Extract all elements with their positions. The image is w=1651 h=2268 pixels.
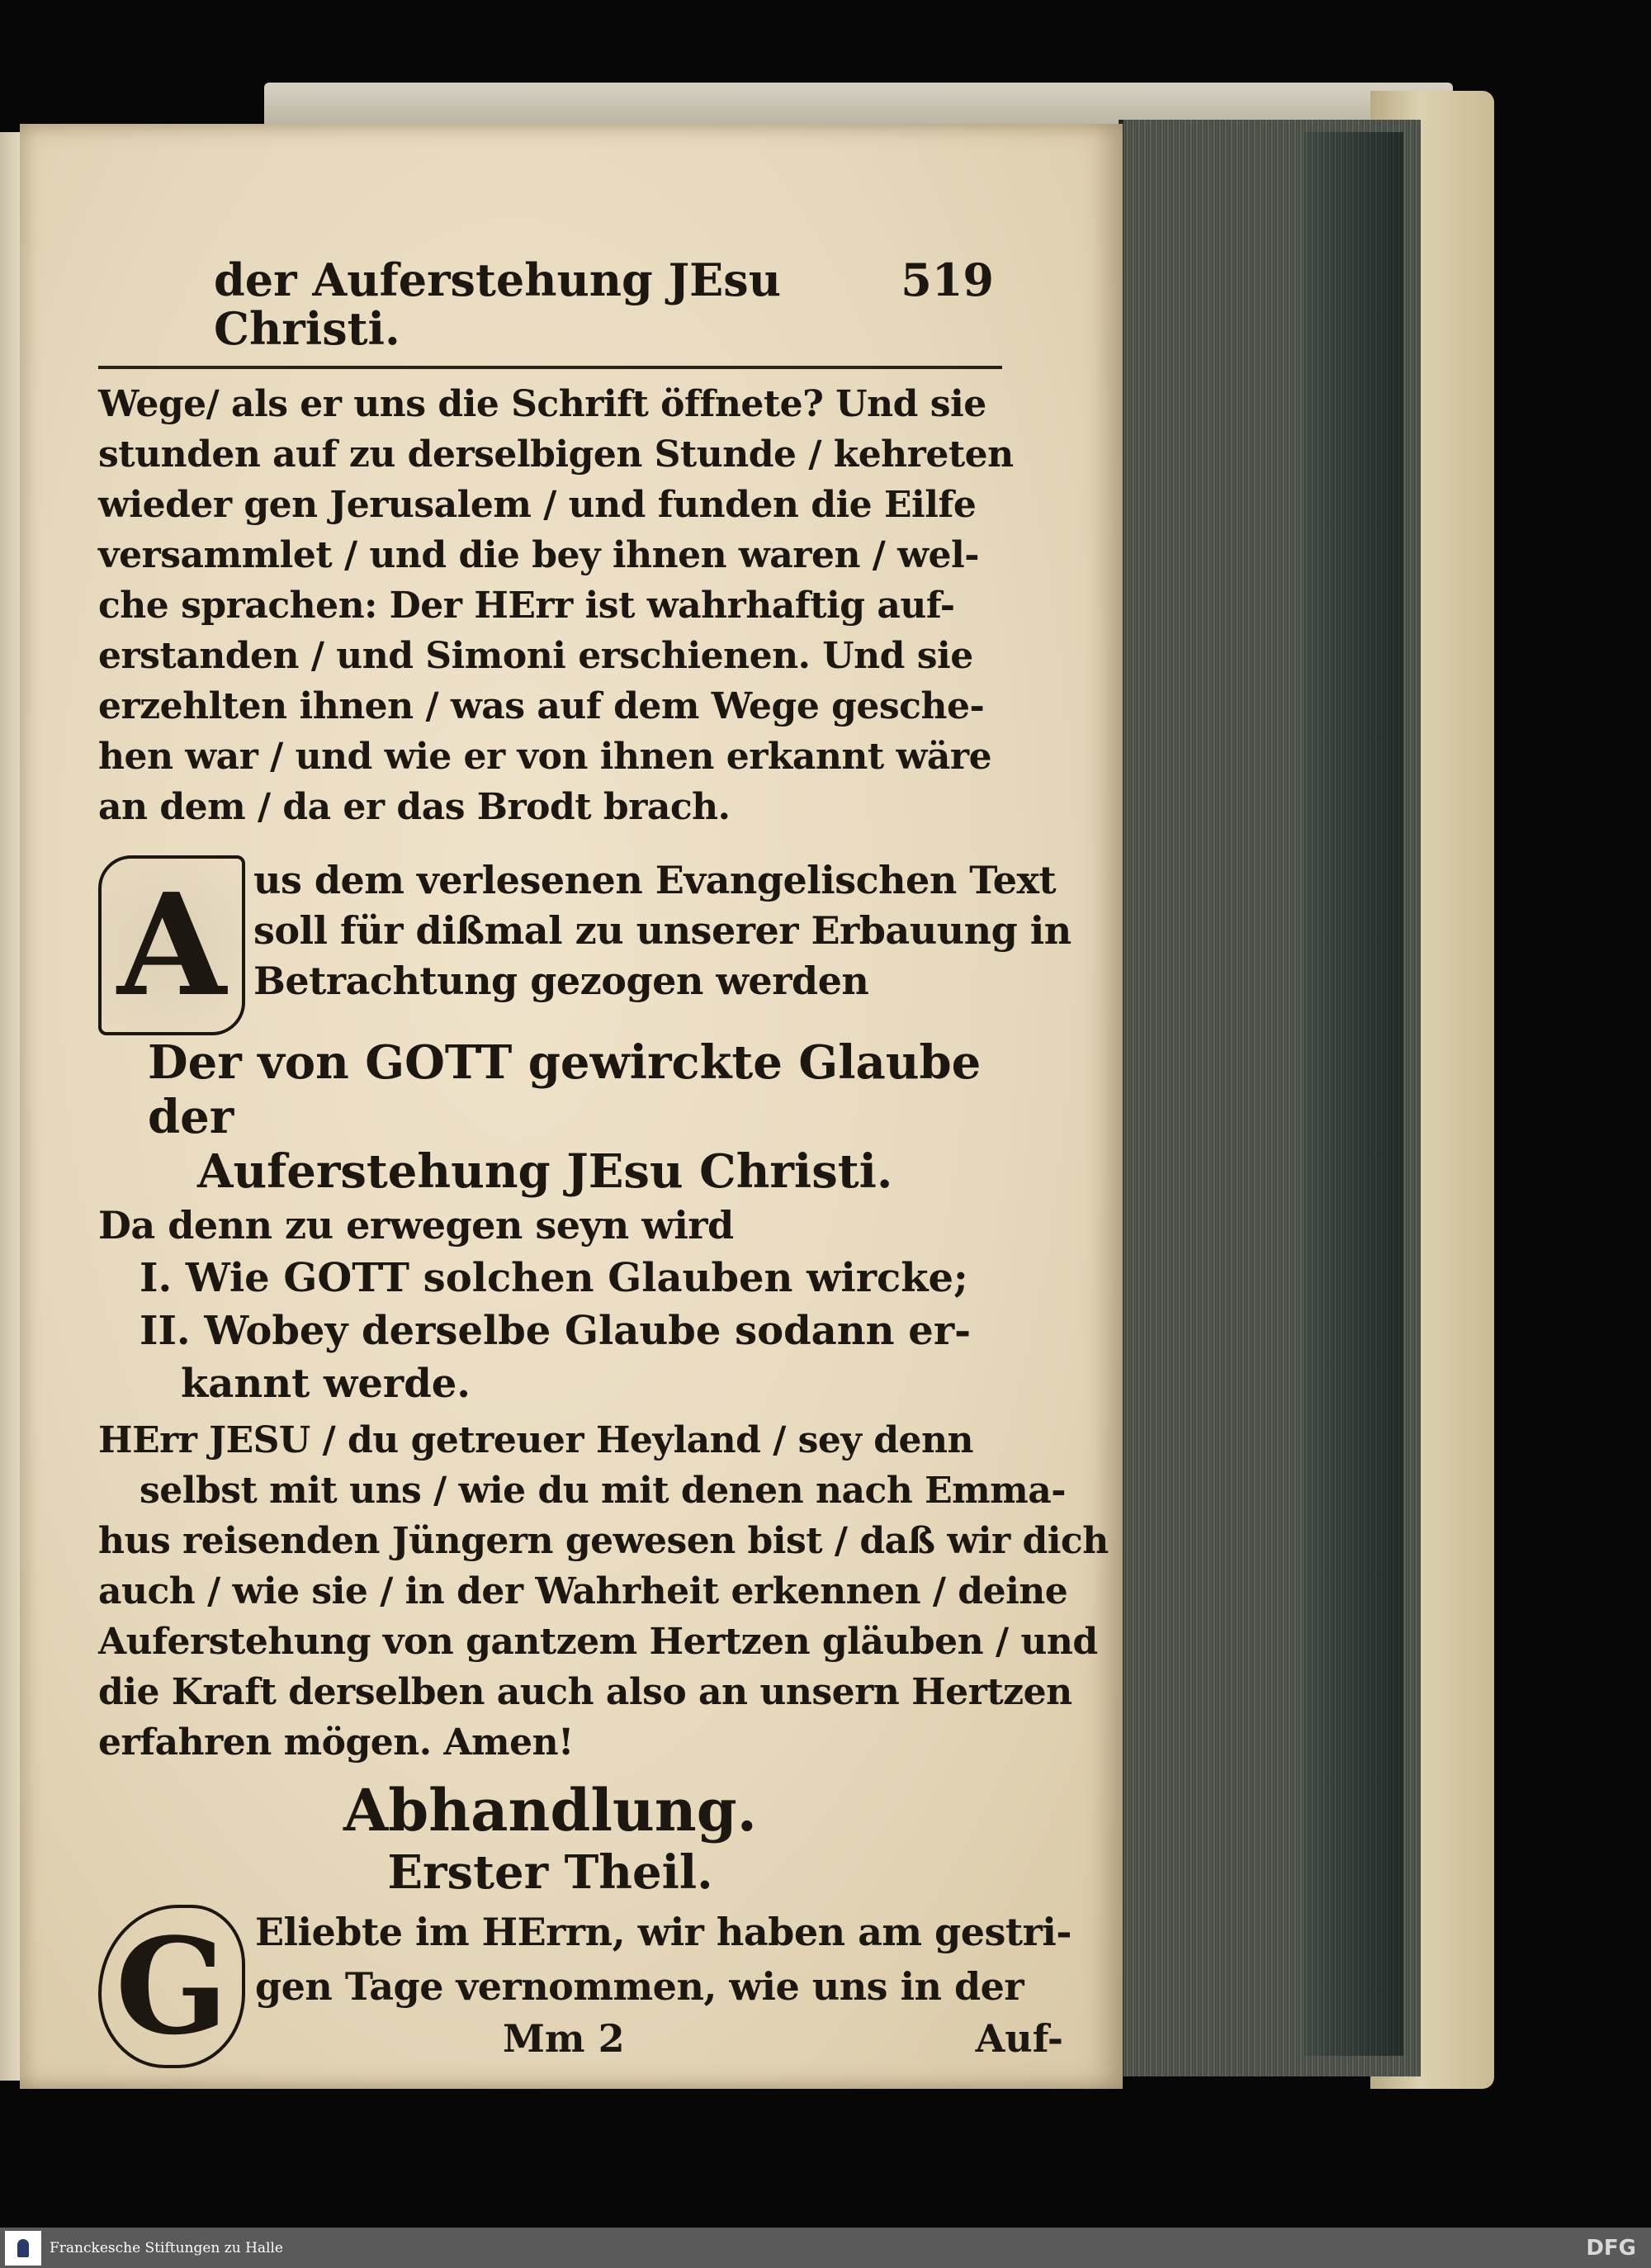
sermon-topic-line: Auferstehung JEsu Christi. (197, 1143, 893, 1199)
intro-paragraph (98, 855, 1071, 1035)
book-page (20, 124, 1123, 2089)
page-number: 519 (901, 253, 994, 306)
text-line: selbst mit uns / wie du mit denen nach Emma- (140, 1469, 1066, 1512)
viewer-footer (0, 2228, 1651, 2268)
text-line: erfahren mögen. Amen! (98, 1721, 574, 1764)
dfg-logo: DFG (1586, 2235, 1636, 2261)
part-intro-paragraph (98, 1905, 1071, 2068)
scripture-passage (98, 379, 1014, 832)
text-line: wieder gen Jerusalem / und funden die Eilfe (98, 483, 977, 526)
running-head (98, 253, 1002, 369)
text-line: versammlet / und die bey ihnen waren / wel- (98, 533, 979, 576)
institution-logo-icon (5, 2231, 41, 2266)
prayer-passage (98, 1415, 1109, 1768)
text-line: Wege/ als er uns die Schrift öffnete? Und sie (98, 382, 986, 425)
text-line: auch / wie sie / in der Wahrheit erkennen / deine (98, 1570, 1068, 1612)
text-line: che sprachen: Der HErr ist wahrhaftig auf- (98, 584, 955, 627)
text-line: HErr JESU / du getreuer Heyland / sey denn (98, 1418, 974, 1461)
catchline (255, 2014, 1071, 2063)
running-head-title: der Auferstehung JEsu Christi. (214, 253, 781, 356)
point-one: I. Wie GOTT solchen Glauben wircke; (140, 1254, 968, 1301)
text-line: an dem / da er das Brodt brach. (98, 785, 731, 828)
page-text (98, 253, 1109, 2068)
footer-institution (0, 2231, 283, 2266)
point-two: II. Wobey derselbe Glaube sodann er- (140, 1307, 972, 1354)
consider-line: Da denn zu erwegen seyn wird (98, 1202, 734, 1248)
text-line: soll für dißmal zu unserer Erbauung in (253, 907, 1071, 953)
page-block-shade (1304, 132, 1403, 2056)
text-line: us dem verlesenen Evangelischen Text (253, 857, 1057, 902)
decorated-initial-g: G (98, 1905, 245, 2068)
institution-name: Franckesche Stiftungen zu Halle (50, 2239, 283, 2256)
text-line: erzehlten ihnen / was auf dem Wege gesche- (98, 684, 985, 727)
book-cover-top (264, 83, 1453, 124)
signature-mark: Mm 2 (503, 2015, 625, 2061)
catchword: Auf- (975, 2015, 1063, 2061)
text-line: erstanden / und Simoni erschienen. Und sie (98, 634, 973, 677)
sermon-topic-line: Der von GOTT gewirckte Glaube der (148, 1035, 982, 1144)
text-line: hus reisenden Jüngern gewesen bist / daß wir dich (98, 1519, 1109, 1562)
part-intro-lines (255, 1905, 1071, 2068)
section-heading: Abhandlung. (343, 1775, 758, 1844)
decorated-initial-a: A (98, 855, 245, 1035)
text-line: Eliebte im HErrn, wir haben am gestri- (255, 1909, 1071, 1954)
part-heading: Erster Theil. (387, 1844, 713, 1900)
book (0, 83, 1502, 2097)
text-line: stunden auf zu derselbigen Stunde / kehreten (98, 433, 1014, 476)
text-line: die Kraft derselben auch also an unsern Hertzen (98, 1670, 1072, 1713)
text-line: Auferstehung von gantzem Hertzen gläuben / und (98, 1620, 1098, 1663)
intro-lines (253, 855, 1071, 1035)
point-two-continued: kannt werde. (181, 1360, 471, 1407)
text-line: Betrachtung gezogen werden (253, 958, 869, 1003)
text-line: gen Tage vernommen, wie uns in der (255, 1963, 1024, 2009)
text-line: hen war / und wie er von ihnen erkannt wäre (98, 735, 992, 778)
